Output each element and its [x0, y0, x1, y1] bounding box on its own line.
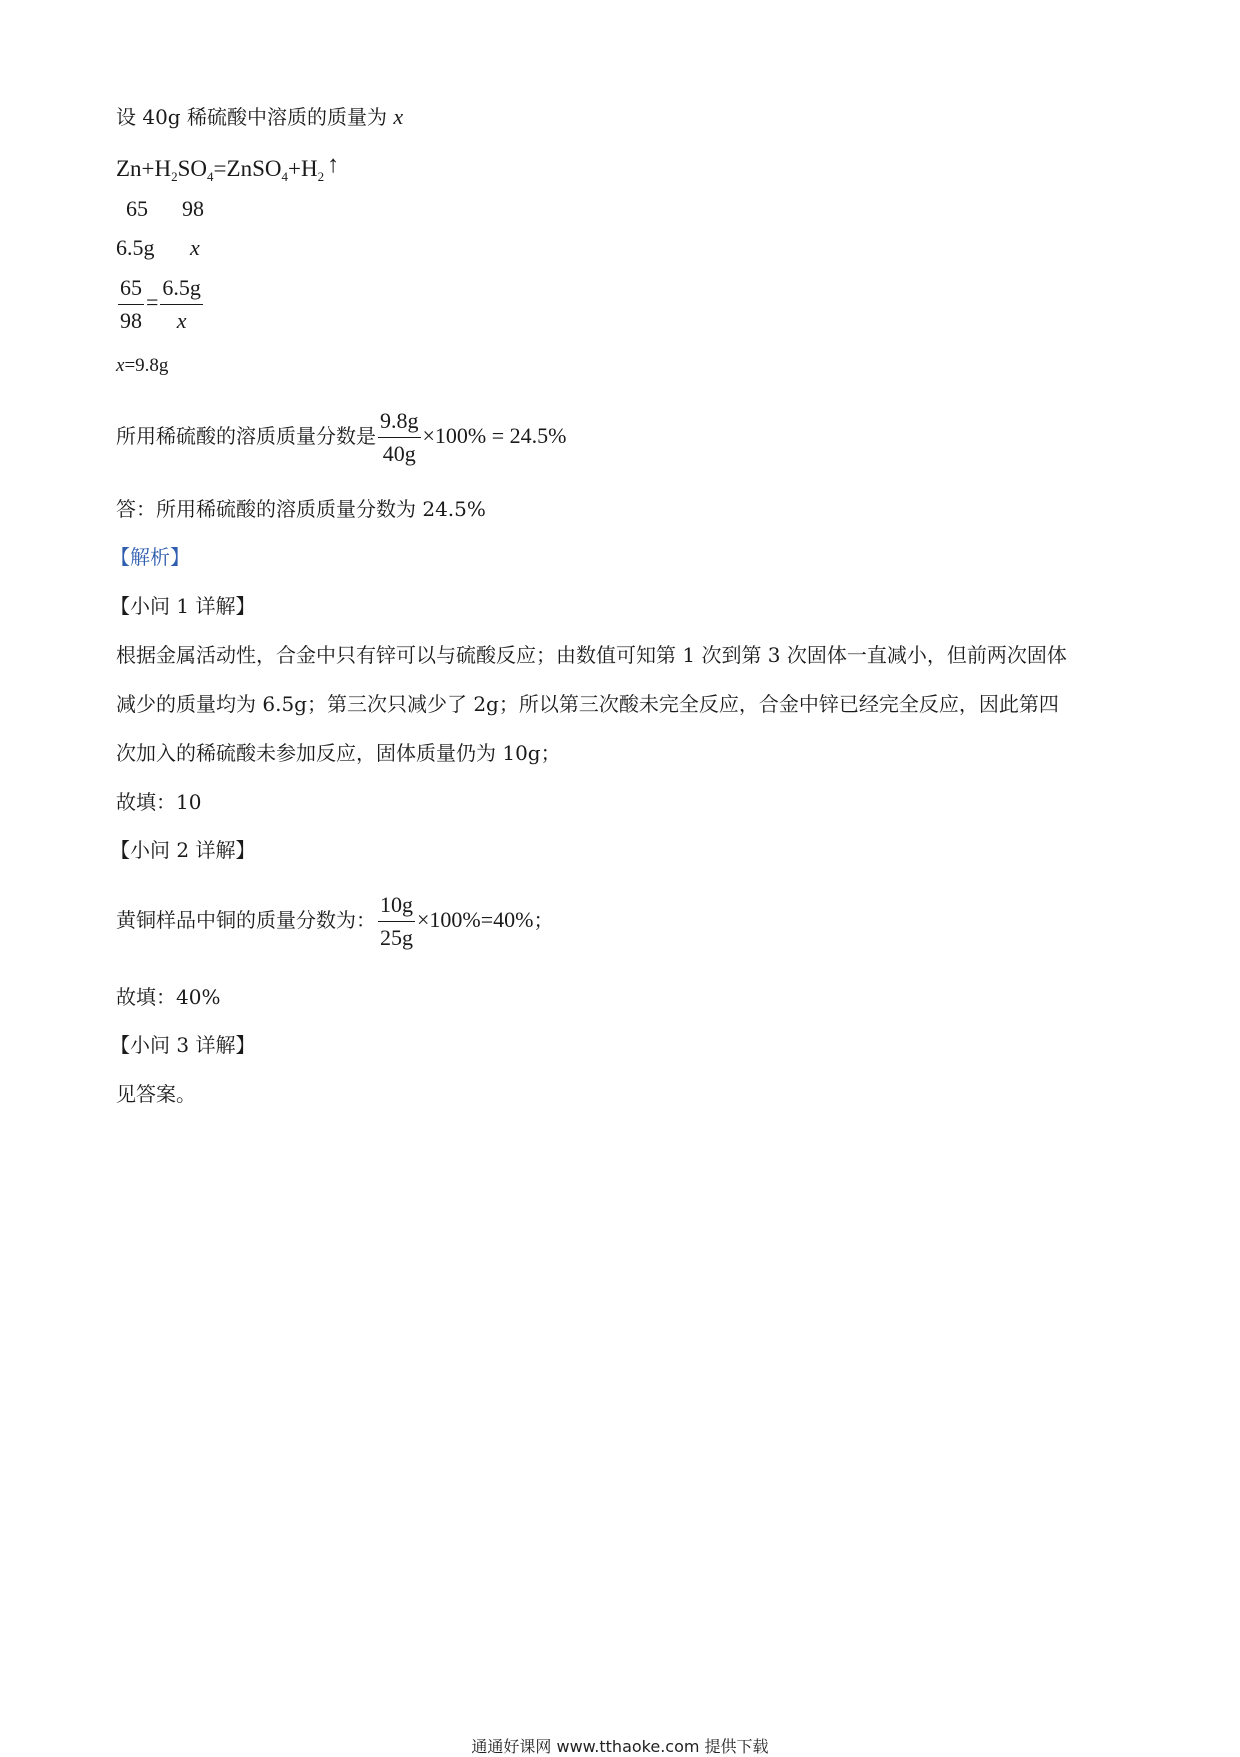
chemical-equation: $Zn+H_2SO_4=ZnSO_4+H_2$ ↑: [116, 152, 340, 184]
q3-text: 见答案。: [116, 1082, 196, 1106]
result-line: x=9.8g: [116, 355, 169, 376]
q1-paragraph-line: 根据金属活动性，合金中只有锌可以与硫酸反应；由数值可知第 1 次到第 3 次固体一直减小，但前两次固体: [116, 643, 1067, 667]
up-arrow-icon: ↑: [327, 152, 340, 178]
molar-mass-row: 65 98: [126, 196, 204, 221]
analysis-heading: 【解析】: [110, 545, 190, 569]
q1-heading: 【小问 1 详解】: [110, 594, 256, 618]
q3-heading: 【小问 3 详解】: [110, 1033, 256, 1057]
setup-line: 设 40g 稀硫酸中溶质的质量为 x: [116, 104, 404, 129]
q1-paragraph-line: 次加入的稀硫酸未参加反应，固体质量仍为 10g；: [116, 741, 561, 765]
q1-fill: 故填：10: [116, 790, 202, 814]
answer-line: 答：所用稀硫酸的溶质质量分数为 24.5%: [116, 497, 486, 521]
q1-paragraph-line: 减少的质量均为 6.5g；第三次只减少了 2g；所以第三次酸未完全反应，合金中锌已经完全反应，因此第四: [116, 692, 1059, 716]
fraction: $\frac{10g}{25g}$: [380, 892, 413, 950]
page-footer: 通通好课网 www.tthaoke.com 提供下载: [471, 1737, 769, 1756]
q2-heading: 【小问 2 详解】: [110, 838, 256, 862]
fraction-result-line: 所用稀硫酸的溶质质量分数是 $\frac{9.8g}{40g}$ ×100% = 24.5%: [116, 408, 567, 466]
fraction: $\frac{6.5g}{x}$: [162, 275, 201, 333]
q2-fill: 故填：40%: [116, 985, 221, 1009]
mass-row: 6.5g x: [116, 235, 200, 260]
fraction: $\frac{65}{98}$: [120, 275, 142, 333]
q2-fraction-line: 黄铜样品中铜的质量分数为： $\frac{10g}{25g}$ ×100%=40%；: [116, 892, 554, 950]
proportion-equation: $\frac{65}{98}$ = $\frac{6.5g}{x}$: [120, 275, 201, 333]
fraction: $\frac{9.8g}{40g}$: [380, 408, 419, 466]
